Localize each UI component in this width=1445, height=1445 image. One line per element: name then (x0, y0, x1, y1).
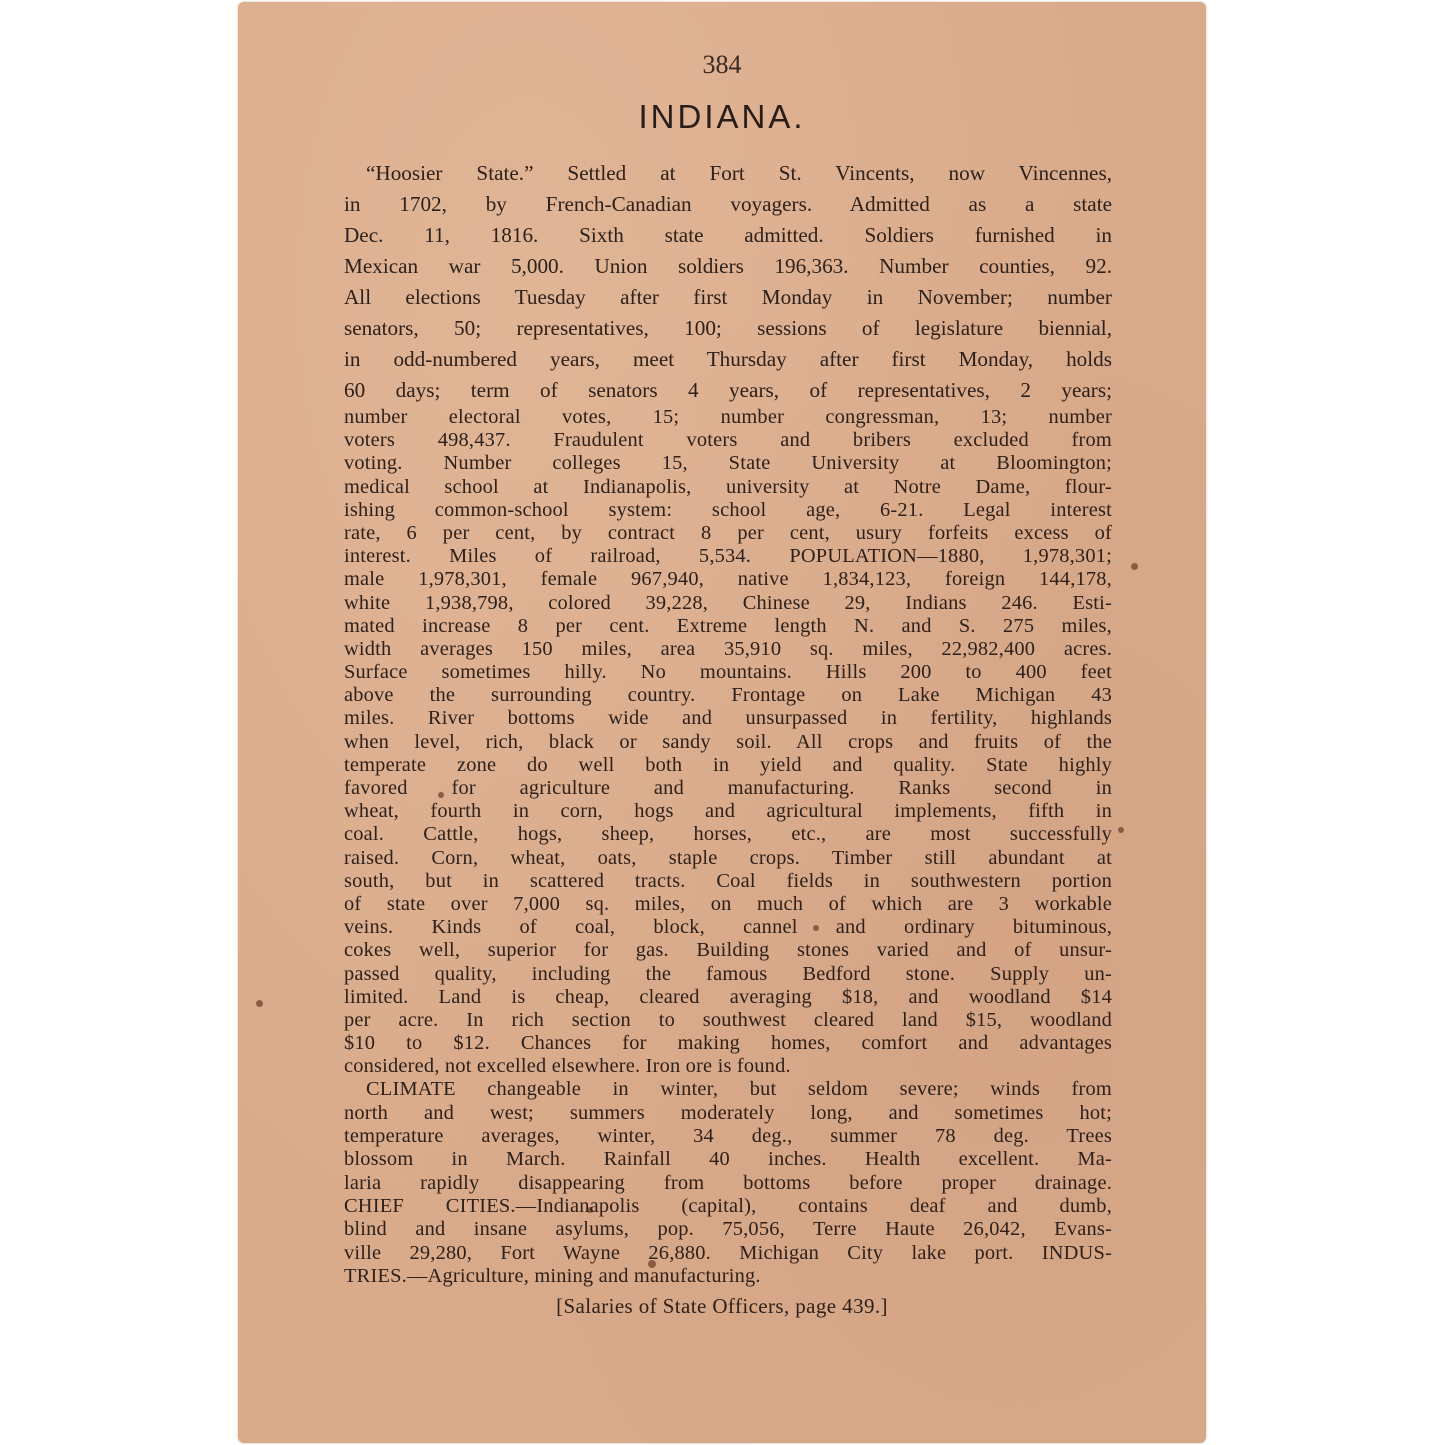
text-line: All elections Tuesday after first Monday in November; number (344, 285, 1112, 309)
text-line: laria rapidly disappearing from bottoms before proper drainage. (344, 1171, 1112, 1194)
text-line: blossom in March. Rainfall 40 inches. Health excellent. Ma- (344, 1148, 1112, 1171)
paragraph-climate (344, 1078, 1112, 1288)
text-line: wheat, fourth in corn, hogs and agricultural implements, fifth in (344, 800, 1112, 823)
text-line: voting. Number colleges 15, State University at Bloomington; (344, 452, 1112, 475)
text-line: male 1,978,301, female 967,940, native 1,834,123, foreign 144,178, (344, 568, 1112, 591)
stain-spot (256, 1000, 263, 1007)
text-line: blind and insane asylums, pop. 75,056, Terre Haute 26,042, Evans- (344, 1218, 1112, 1241)
text-line: favored for agriculture and manufacturing. Ranks second in (344, 777, 1112, 799)
text-line: considered, not excelled elsewhere. Iron ore is found. (344, 1055, 791, 1078)
text-line: of state over 7,000 sq. miles, on much of which are 3 workable (344, 892, 1112, 915)
text-line: temperate zone do well both in yield and quality. State highly (344, 753, 1112, 776)
text-line: width averages 150 miles, area 35,910 sq. miles, 22,982,400 acres. (344, 637, 1112, 660)
text-line: $10 to $12. Chances for making homes, comfort and advantages (344, 1032, 1112, 1055)
cross-reference-note: [Salaries of State Officers, page 439.] (556, 1294, 888, 1318)
text-line: per acre. In rich section to southwest cleared land $15, woodland (344, 1008, 1112, 1031)
text-line: CHIEF CITIES.—Indianapolis (capital), contains deaf and dumb, (344, 1194, 1112, 1217)
page-title: INDIANA. (638, 98, 806, 135)
text-line: north and west; summers moderately long, and sometimes hot; (344, 1101, 1112, 1124)
text-line: south, but in scattered tracts. Coal fields in southwestern portion (344, 869, 1112, 892)
text-line: miles. River bottoms wide and unsurpassed in fertility, highlands (344, 707, 1112, 730)
text-line: Mexican war 5,000. Union soldiers 196,363. Number counties, 92. (344, 254, 1112, 278)
article-body (344, 158, 1112, 1288)
text-line: in odd-numbered years, meet Thursday after first Monday, holds (344, 347, 1112, 371)
page-number: 384 (702, 50, 742, 79)
text-line: above the surrounding country. Frontage on Lake Michigan 43 (344, 684, 1112, 707)
text-line: Dec. 11, 1816. Sixth state admitted. Soldiers furnished in (344, 223, 1112, 247)
text-line: cokes well, superior for gas. Building stones varied and of unsur- (344, 939, 1112, 962)
paragraph-overview (344, 158, 1112, 406)
text-line: 60 days; term of senators 4 years, of representatives, 2 years; (344, 378, 1112, 402)
stain-spot (1131, 563, 1138, 570)
text-line: Surface sometimes hilly. No mountains. Hills 200 to 400 feet (344, 661, 1112, 684)
text-line: temperature averages, winter, 34 deg., summer 78 deg. Trees (344, 1125, 1112, 1148)
stain-spot (1118, 827, 1124, 833)
text-line: voters 498,437. Fraudulent voters and bribers excluded from (344, 429, 1112, 452)
text-line: “Hoosier State.” Settled at Fort St. Vincents, now Vincennes, (366, 161, 1112, 185)
text-line: ville 29,280, Fort Wayne 26,880. Michigan City lake port. INDUS- (344, 1241, 1112, 1264)
text-line: interest. Miles of railroad, 5,534. POPULATION—1880, 1,978,301; (344, 545, 1112, 568)
text-line: medical school at Indianapolis, university at Notre Dame, flour- (344, 475, 1112, 498)
paragraph-details (344, 406, 1112, 1078)
text-line: coal. Cattle, hogs, sheep, horses, etc., are most successfully (344, 823, 1112, 846)
text-line: in 1702, by French-Canadian voyagers. Admitted as a state (344, 192, 1112, 216)
text-line: when level, rich, black or sandy soil. All crops and fruits of the (344, 730, 1112, 753)
text-line: TRIES.—Agriculture, mining and manufacturing. (344, 1264, 761, 1287)
text-line: raised. Corn, wheat, oats, staple crops. Timber still abundant at (344, 846, 1112, 869)
text-line: white 1,938,798, colored 39,228, Chinese 29, Indians 246. Esti- (344, 591, 1112, 614)
text-line: passed quality, including the famous Bedford stone. Supply un- (344, 962, 1112, 985)
text-line: mated increase 8 per cent. Extreme length N. and S. 275 miles, (344, 614, 1112, 637)
text-line: ishing common-school system: school age, 6-21. Legal interest (344, 498, 1112, 521)
text-line: number electoral votes, 15; number congressman, 13; number (344, 406, 1112, 428)
text-line: veins. Kinds of coal, block, cannel and ordinary bituminous, (344, 916, 1112, 939)
text-line: limited. Land is cheap, cleared averaging $18, and woodland $14 (344, 985, 1112, 1008)
text-line: CLIMATE changeable in winter, but seldom severe; winds from (366, 1078, 1112, 1101)
text-line: senators, 50; representatives, 100; sessions of legislature biennial, (344, 316, 1112, 340)
text-line: rate, 6 per cent, by contract 8 per cent, usury forfeits excess of (344, 521, 1112, 544)
book-page (238, 2, 1206, 1443)
